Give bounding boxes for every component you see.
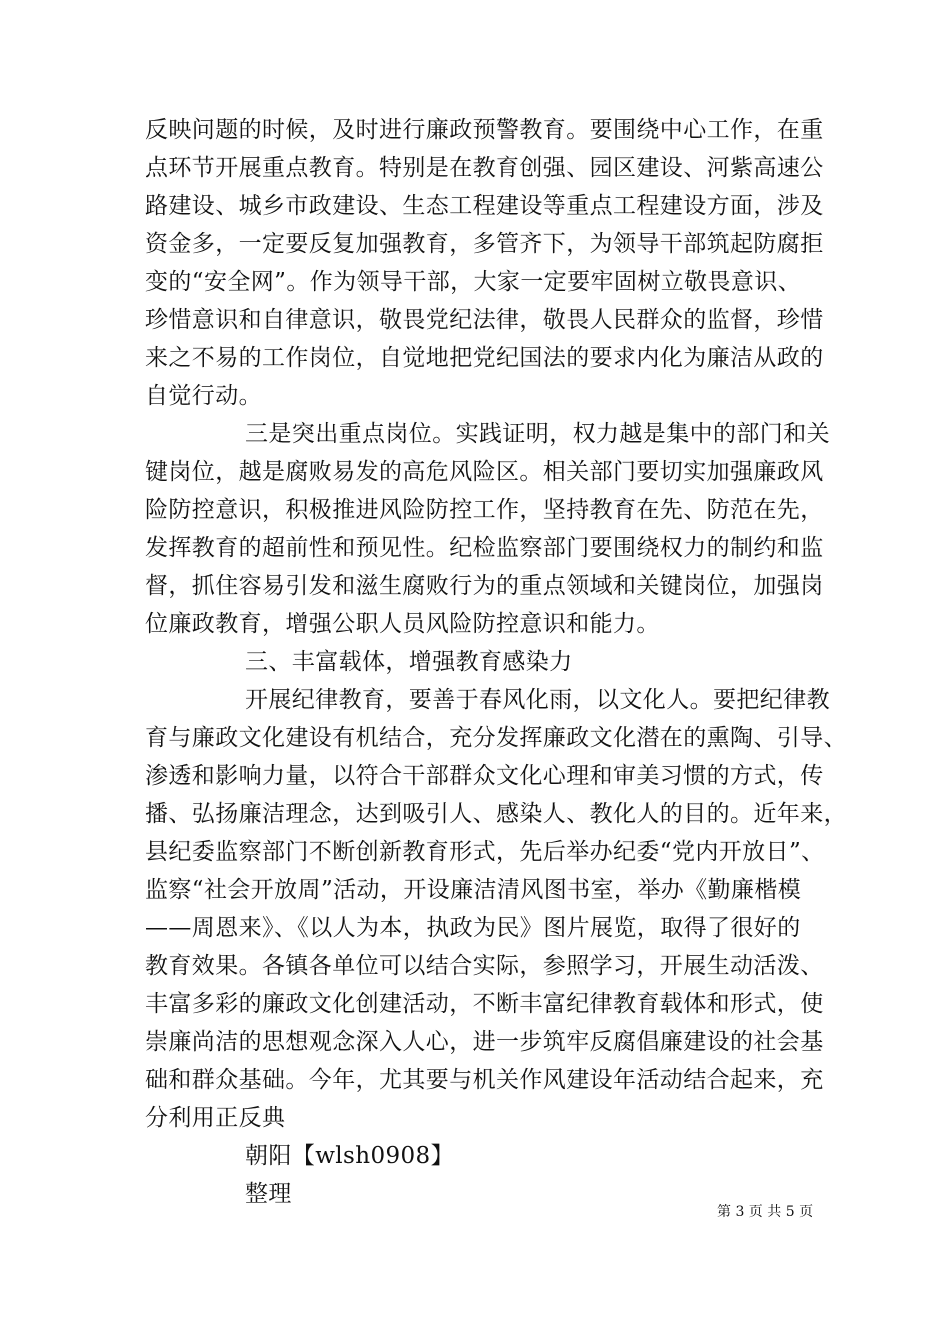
text-line: 自觉行动。	[145, 383, 262, 409]
text-line: 监察“社会开放周”活动，开设廉洁清风图书室，举办《勤廉楷模	[145, 877, 802, 903]
text-line: 分利用正反典	[145, 1105, 286, 1131]
text-line: 三、丰富载体，增强教育感染力	[245, 649, 573, 675]
text-line: 渗透和影响力量，以符合干部群众文化心理和审美习惯的方式，传	[145, 763, 824, 789]
text-line: 发挥教育的超前性和预见性。纪检监察部门要围绕权力的制约和监	[145, 535, 824, 561]
text-line: 来之不易的工作岗位，自觉地把党纪国法的要求内化为廉洁从政的	[145, 345, 824, 371]
text-line: 开展纪律教育，要善于春风化雨，以文化人。要把纪律教	[245, 687, 830, 713]
text-line: 播、弘扬廉洁理念，达到吸引人、感染人、教化人的目的。近年来，	[145, 801, 847, 827]
text-line: 朝阳【wlsh0908】	[245, 1143, 454, 1169]
text-line: 育与廉政文化建设有机结合，充分发挥廉政文化潜在的熏陶、引导、	[145, 725, 847, 751]
text-line: 点环节开展重点教育。特别是在教育创强、园区建设、河紫高速公	[145, 155, 824, 181]
text-line: 资金多，一定要反复加强教育，多管齐下，为领导干部筑起防腐拒	[145, 231, 824, 257]
text-line: 变的“安全网”。作为领导干部，大家一定要牢固树立敬畏意识、	[145, 269, 802, 295]
text-line: ——周恩来》、《以人为本，执政为民》图片展览，取得了很好的	[145, 915, 801, 941]
text-line: 反映问题的时候，及时进行廉政预警教育。要围绕中心工作，在重	[145, 117, 824, 143]
text-line: 位廉政教育，增强公职人员风险防控意识和能力。	[145, 611, 660, 637]
text-line: 础和群众基础。今年，尤其要与机关作风建设年活动结合起来，充	[145, 1067, 824, 1093]
text-line: 三是突出重点岗位。实践证明，权力越是集中的部门和关	[245, 421, 830, 447]
text-line: 县纪委监察部门不断创新教育形式，先后举办纪委“党内开放日”、	[145, 839, 825, 865]
text-line: 督，抓住容易引发和滋生腐败行为的重点领域和关键岗位，加强岗	[145, 573, 824, 599]
text-line: 键岗位，越是腐败易发的高危风险区。相关部门要切实加强廉政风	[145, 459, 824, 485]
text-line: 崇廉尚洁的思想观念深入人心，进一步筑牢反腐倡廉建设的社会基	[145, 1029, 824, 1055]
text-line: 路建设、城乡市政建设、生态工程建设等重点工程建设方面，涉及	[145, 193, 824, 219]
page-footer: 第 3 页 共 5 页	[717, 1204, 814, 1220]
text-line: 珍惜意识和自律意识，敬畏党纪法律，敬畏人民群众的监督，珍惜	[145, 307, 824, 333]
text-line: 险防控意识，积极推进风险防控工作，坚持教育在先、防范在先，	[145, 497, 824, 523]
text-line: 教育效果。各镇各单位可以结合实际，参照学习，开展生动活泼、	[145, 953, 824, 979]
text-line: 整理	[245, 1181, 292, 1207]
text-line: 丰富多彩的廉政文化创建活动，不断丰富纪律教育载体和形式，使	[145, 991, 824, 1017]
